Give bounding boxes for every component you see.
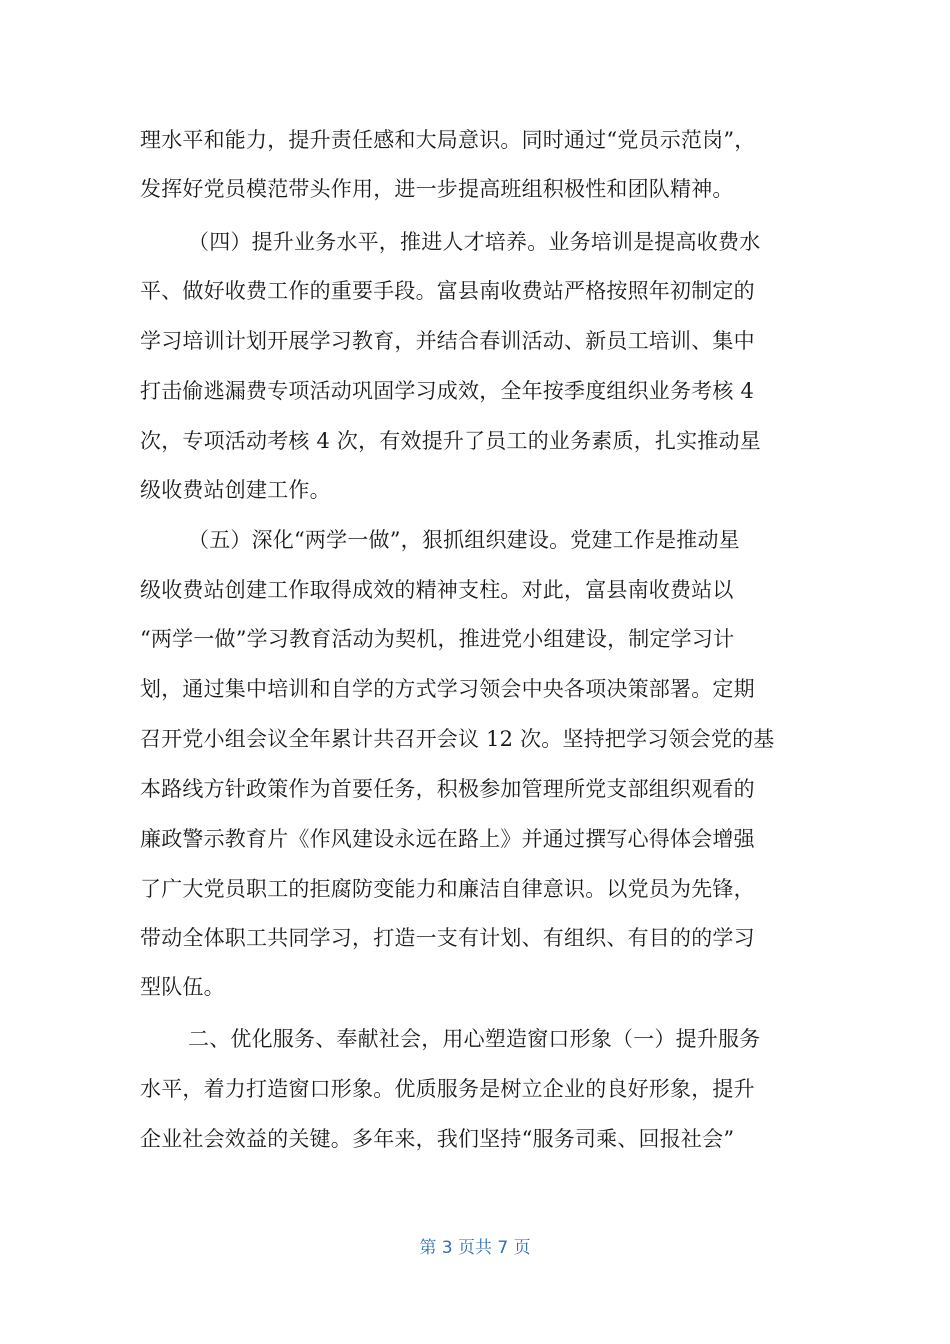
text-line: 带动全体职工共同学习，打造一支有计划、有组织、有目的的学习: [140, 926, 755, 950]
text-line: 本路线方针政策作为首要任务，积极参加管理所党支部组织观看的: [140, 777, 755, 801]
text-line: 理水平和能力，提升责任感和大局意识。同时通过“党员示范岗”，: [140, 128, 756, 152]
text-line: 划，通过集中培训和自学的方式学习领会中央各项决策部署。定期: [140, 677, 755, 701]
text-line: 发挥好党员模范带头作用，进一步提高班组积极性和团队精神。: [140, 177, 734, 201]
text-line: 打击偷逃漏费专项活动巩固学习成效，全年按季度组织业务考核 4: [140, 379, 755, 403]
text-line: 平、做好收费工作的重要手段。富县南收费站严格按照年初制定的: [140, 279, 755, 303]
text-line: 型队伍。: [140, 975, 225, 999]
text-line: 学习培训计划开展学习教育，并结合春训活动、新员工培训、集中: [140, 329, 755, 353]
page-number-footer: 第 3 页共 7 页: [419, 1238, 531, 1258]
text-line: 级收费站创建工作。: [140, 478, 331, 502]
text-line: 二、优化服务、奉献社会，用心塑造窗口形象（一）提升服务: [188, 1027, 761, 1051]
text-line: 了广大党员职工的拒腐防变能力和廉洁自律意识。以党员为先锋，: [140, 877, 755, 901]
text-line: “两学一做”学习教育活动为契机，推进党小组建设，制定学习计: [140, 627, 735, 651]
text-line: 廉政警示教育片《作风建设永远在路上》并通过撰写心得体会增强: [140, 827, 755, 851]
text-line: 召开党小组会议全年累计共召开会议 12 次。坚持把学习领会党的基: [140, 727, 775, 751]
text-line: 次，专项活动考核 4 次，有效提升了员工的业务素质，扎实推动星: [140, 429, 761, 453]
text-line: 企业社会效益的关键。多年来，我们坚持“服务司乘、回报社会”: [140, 1127, 735, 1151]
text-line: 水平，着力打造窗口形象。优质服务是树立企业的良好形象，提升: [140, 1077, 755, 1101]
text-line: 级收费站创建工作取得成效的精神支柱。对此，富县南收费站以: [140, 578, 734, 602]
text-line: （五）深化“两学一做”，狠抓组织建设。党建工作是推动星: [188, 528, 740, 552]
text-line: （四）提升业务水平，推进人才培养。业务培训是提高收费水: [188, 230, 761, 254]
